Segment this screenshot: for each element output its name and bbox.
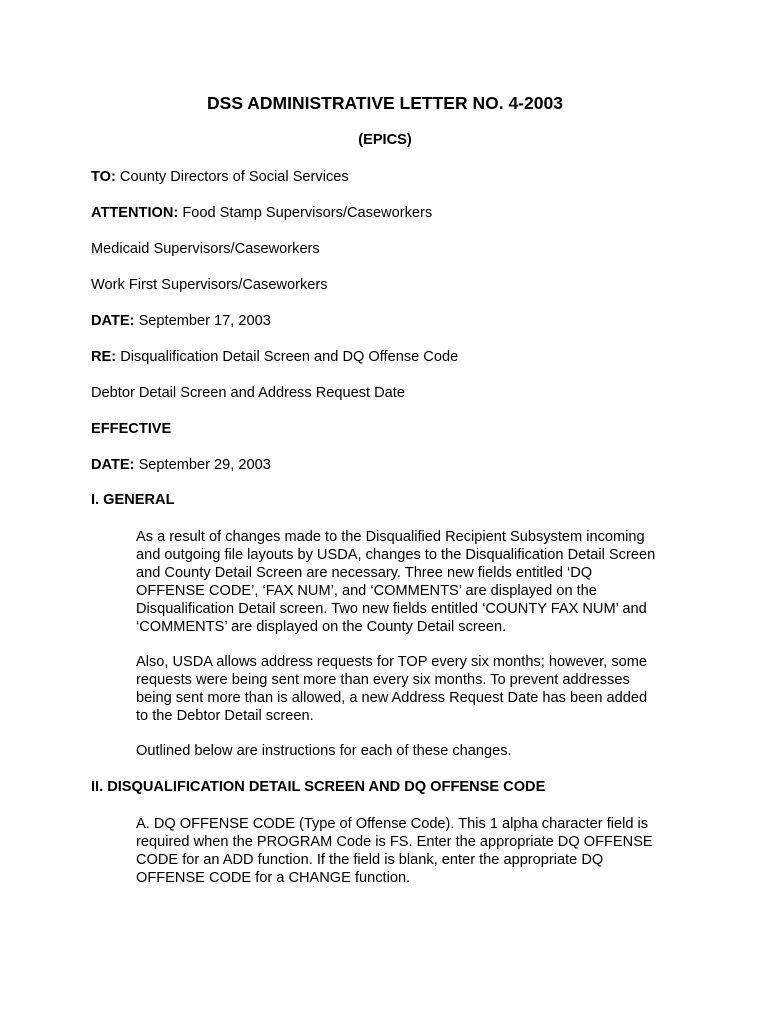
re-label: RE: (91, 349, 117, 365)
attention-label: ATTENTION: (91, 205, 179, 221)
paragraph-line: and County Detail Screen are necessary. Three new fields entitled ‘DQ (136, 565, 593, 581)
general-paragraph-2 (136, 653, 681, 725)
disqualification-paragraph-1 (136, 815, 681, 887)
paragraph-line: being sent more than is allowed, a new Address Request Date has been added (136, 690, 648, 706)
paragraph-line: required when the PROGRAM Code is FS. Enter the appropriate DQ OFFENSE (136, 834, 653, 850)
paragraph-line: As a result of changes made to the Disqualified Recipient Subsystem incoming (136, 529, 645, 545)
document-subtitle: (EPICS) (358, 132, 412, 148)
effective-label: EFFECTIVE (91, 421, 172, 437)
general-paragraph-3 (136, 742, 681, 760)
paragraph-line: ‘COMMENTS’ are displayed on the County Detail screen. (136, 619, 507, 635)
date-line (91, 312, 271, 330)
general-paragraph-1 (136, 528, 681, 636)
effective-date-label: DATE: (91, 457, 135, 473)
re-line-2: Debtor Detail Screen and Address Request Date (91, 385, 405, 401)
effective-date-line (91, 456, 271, 474)
paragraph-line: and outgoing file layouts by USDA, changes to the Disqualification Detail Screen (136, 547, 656, 563)
section-heading-general: I. GENERAL (91, 492, 175, 508)
to-label: TO: (91, 169, 116, 185)
paragraph-line: to the Debtor Detail screen. (136, 708, 314, 724)
paragraph-line: OFFENSE CODE’, ‘FAX NUM’, and ‘COMMENTS’ are displayed on the (136, 583, 597, 599)
date-value: September 17, 2003 (134, 313, 271, 329)
attention-line-2: Medicaid Supervisors/Caseworkers (91, 241, 320, 257)
attention-line (91, 204, 432, 222)
paragraph-line: Disqualification Detail screen. Two new fields entitled ‘COUNTY FAX NUM’ and (136, 601, 647, 617)
to-value: County Directors of Social Services (115, 169, 349, 185)
paragraph-line: CODE for an ADD function. If the field is blank, enter the appropriate DQ (136, 852, 604, 868)
to-line (91, 168, 349, 186)
paragraph-line: Also, USDA allows address requests for TOP every six months; however, some (136, 654, 648, 670)
attention-line-3: Work First Supervisors/Caseworkers (91, 277, 328, 293)
paragraph-line: requests were being sent more than every six months. To prevent addresses (136, 672, 630, 688)
re-line (91, 348, 458, 366)
paragraph-line: A. DQ OFFENSE CODE (Type of Offense Code). This 1 alpha character field is (136, 816, 649, 832)
paragraph-line: Outlined below are instructions for each of these changes. (136, 743, 512, 759)
re-value: Disqualification Detail Screen and DQ Offense Code (116, 349, 459, 365)
document-title: DSS ADMINISTRATIVE LETTER NO. 4-2003 (207, 93, 563, 113)
date-label: DATE: (91, 313, 135, 329)
effective-date-value: September 29, 2003 (134, 457, 271, 473)
section-heading-disqualification: II. DISQUALIFICATION DETAIL SCREEN AND DQ OFFENSE CODE (91, 779, 546, 795)
paragraph-line: OFFENSE CODE for a CHANGE function. (136, 870, 411, 886)
attention-value: Food Stamp Supervisors/Caseworkers (178, 205, 433, 221)
